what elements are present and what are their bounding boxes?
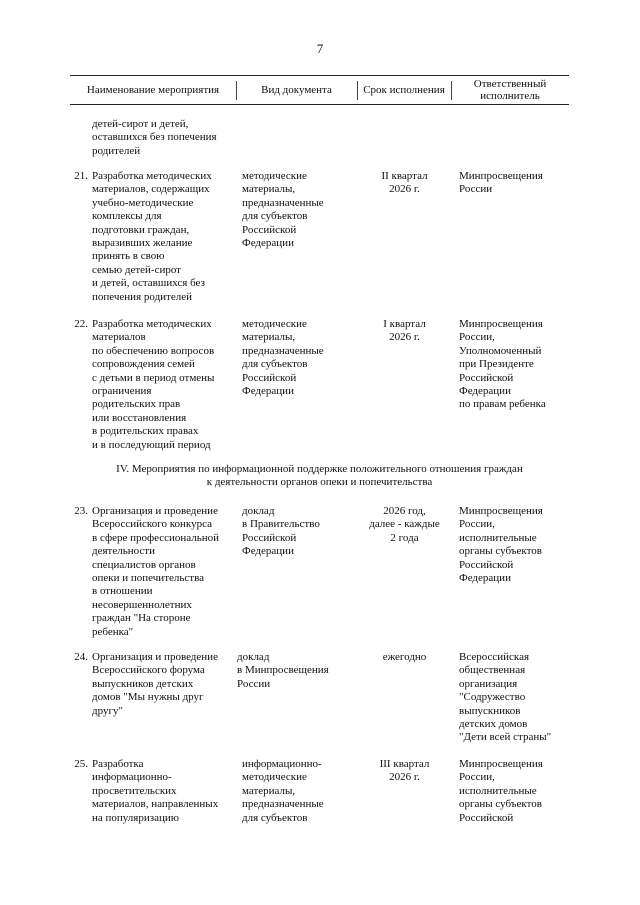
row-name: Разработка методических материалов по обеспечению вопросов сопровождения семей с детьми в период отмены ограничения родительских прав или восстановления в родительских правах и в последующий период (92, 318, 215, 451)
row-responsible: Минпросвещения России, Уполномоченный при Президенте Российской Федерации по правам ребенка (459, 318, 546, 411)
row-term: 2026 год, далее - каждые 2 года (369, 505, 440, 544)
continuation-name: детей-сирот и детей, оставшихся без попечения родителей (92, 118, 217, 157)
header-name: Наименование мероприятия (86, 84, 220, 96)
row-document: информационно- методические материалы, предназначенные для субъектов (242, 758, 324, 824)
row-responsible: Минпросвещения России, исполнительные органы субъектов Российской (459, 758, 543, 824)
row-number: 22. (74, 318, 88, 330)
row-responsible: Минпросвещения России (459, 170, 543, 196)
row-document: методические материалы, предназначенные для субъектов Российской Федерации (242, 170, 324, 250)
row-name: Организация и проведение Всероссийского форума выпускников детских домов "Мы нужны друг другу" (92, 651, 218, 717)
table-header (70, 75, 569, 105)
row-name: Разработка информационно- просветительских материалов, направленных на популяризацию (92, 758, 219, 824)
page-number: 7 (316, 41, 324, 56)
row-name: Разработка методических материалов, содержащих учебно-методические комплексы для подготовки граждан, выразивших желание принять в свою семью детей-сирот и детей, оставшихся без попечения родителей (92, 170, 212, 303)
header-term: Срок исполнения (363, 84, 445, 96)
row-responsible: Всероссийская общественная организация "Содружество выпускников детских домов "Дети всей страны" (459, 651, 552, 744)
row-term: II квартал 2026 г. (381, 170, 428, 196)
row-name: Организация и проведение Всероссийского конкурса в сфере профессиональной деятельности специалистов органов опеки и попечительства в отношении несовершеннолетних граждан "На стороне ребенка" (92, 505, 220, 638)
row-number: 25. (74, 758, 88, 770)
header-doc: Вид документа (261, 84, 332, 96)
row-number: 24. (74, 651, 88, 663)
row-term: ежегодно (382, 651, 427, 663)
row-responsible: Минпросвещения России, исполнительные органы субъектов Российской Федерации (459, 505, 543, 585)
row-term: III квартал 2026 г. (379, 758, 430, 784)
row-document: доклад в Минпросвещения России (237, 651, 329, 690)
row-number: 23. (74, 505, 88, 517)
row-number: 21. (74, 170, 88, 182)
row-term: I квартал 2026 г. (383, 318, 426, 344)
section-title: IV. Мероприятия по информационной поддержке положительного отношения граждан к деятельности органов опеки и попечительства (116, 463, 523, 489)
header-responsible: Ответственный исполнитель (473, 78, 547, 102)
row-document: доклад в Правительство Российской Федерации (242, 505, 320, 558)
row-document: методические материалы, предназначенные для субъектов Российской Федерации (242, 318, 324, 398)
